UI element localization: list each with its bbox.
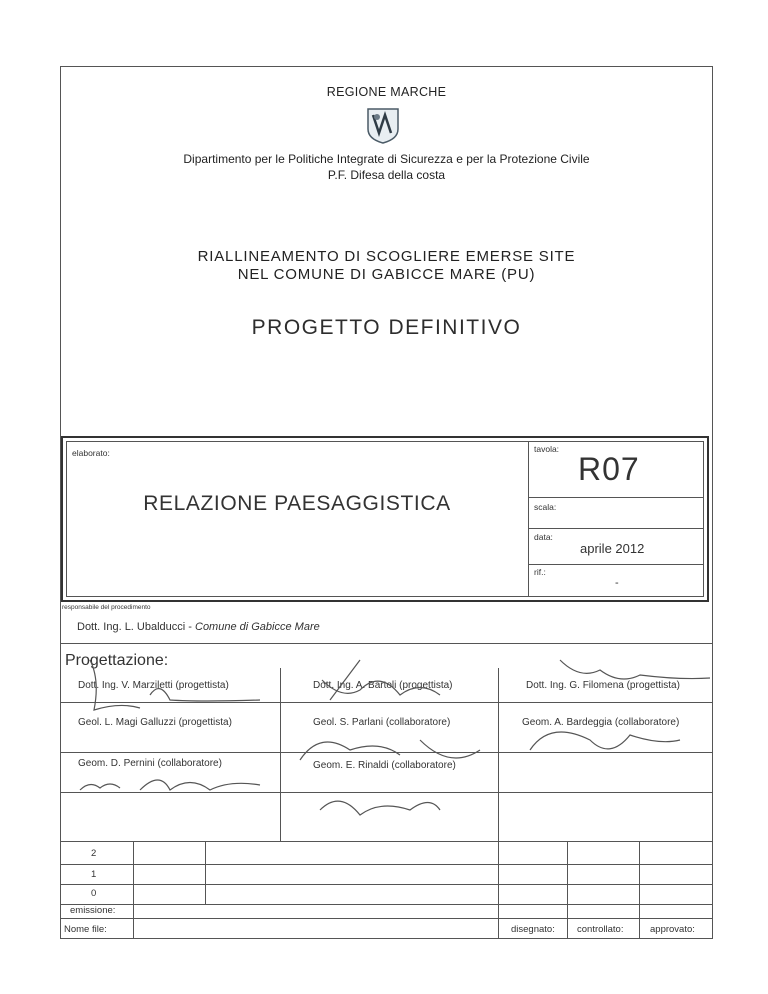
signatures-drawing: [60, 640, 713, 840]
project-title-line2: NEL COMUNE DI GABICCE MARE (PU): [237, 266, 536, 283]
department-name: Dipartimento per le Politiche Integrate di Sicurezza e per la Protezione Civile: [183, 152, 590, 166]
progettazione-label: Progettazione:: [65, 652, 169, 669]
elaborato-label: elaborato:: [72, 448, 110, 458]
project-title-line1: RIALLINEAMENTO DI SCOGLIERE EMERSE SITE: [197, 248, 576, 265]
designer-filomena: Dott. Ing. G. Filomena (progettista): [526, 680, 680, 691]
responsabile-person: Dott. Ing. L. Ubalducci -: [77, 621, 195, 633]
revision-row-1: 1: [91, 869, 97, 880]
designer-magi-galluzzi: Geol. L. Magi Galluzzi (progettista): [78, 717, 232, 728]
designer-bardeggia: Geom. A. Bardeggia (collaboratore): [522, 717, 680, 728]
region-name: REGIONE MARCHE: [326, 85, 447, 99]
responsabile-label: responsabile del procedimento: [62, 604, 151, 611]
rif-label: rif.:: [534, 567, 546, 577]
designer-parlani: Geol. S. Parlani (collaboratore): [313, 717, 451, 728]
office-name: P.F. Difesa della costa: [327, 168, 446, 182]
regione-marche-logo-icon: [365, 105, 401, 145]
elaborato-value: RELAZIONE PAESAGGISTICA: [143, 492, 451, 515]
tavola-value: R07: [578, 451, 640, 487]
responsabile-name: [77, 621, 320, 633]
designer-pernini: Geom. D. Pernini (collaboratore): [78, 758, 222, 769]
rif-value: -: [615, 577, 619, 589]
disegnato-label: disegnato:: [511, 924, 555, 935]
designer-marziletti: Dott. Ing. V. Marziletti (progettista): [78, 680, 229, 691]
approvato-label: approvato:: [650, 924, 695, 935]
emissione-label: emissione:: [70, 905, 116, 916]
revision-row-0: 0: [91, 888, 97, 899]
responsabile-entity: Comune di Gabicce Mare: [195, 621, 320, 633]
data-label: data:: [534, 532, 553, 542]
designer-rinaldi: Geom. E. Rinaldi (collaboratore): [313, 760, 456, 771]
controllato-label: controllato:: [577, 924, 624, 935]
project-type: PROGETTO DEFINITIVO: [251, 316, 522, 339]
designer-bartoli: Dott. Ing. A. Bartoli (progettista): [313, 680, 453, 691]
revision-row-2: 2: [91, 848, 97, 859]
scala-label: scala:: [534, 502, 557, 512]
tavola-label: tavola:: [534, 444, 560, 454]
nome-file-label: Nome file:: [64, 924, 107, 935]
data-value: aprile 2012: [580, 541, 645, 556]
